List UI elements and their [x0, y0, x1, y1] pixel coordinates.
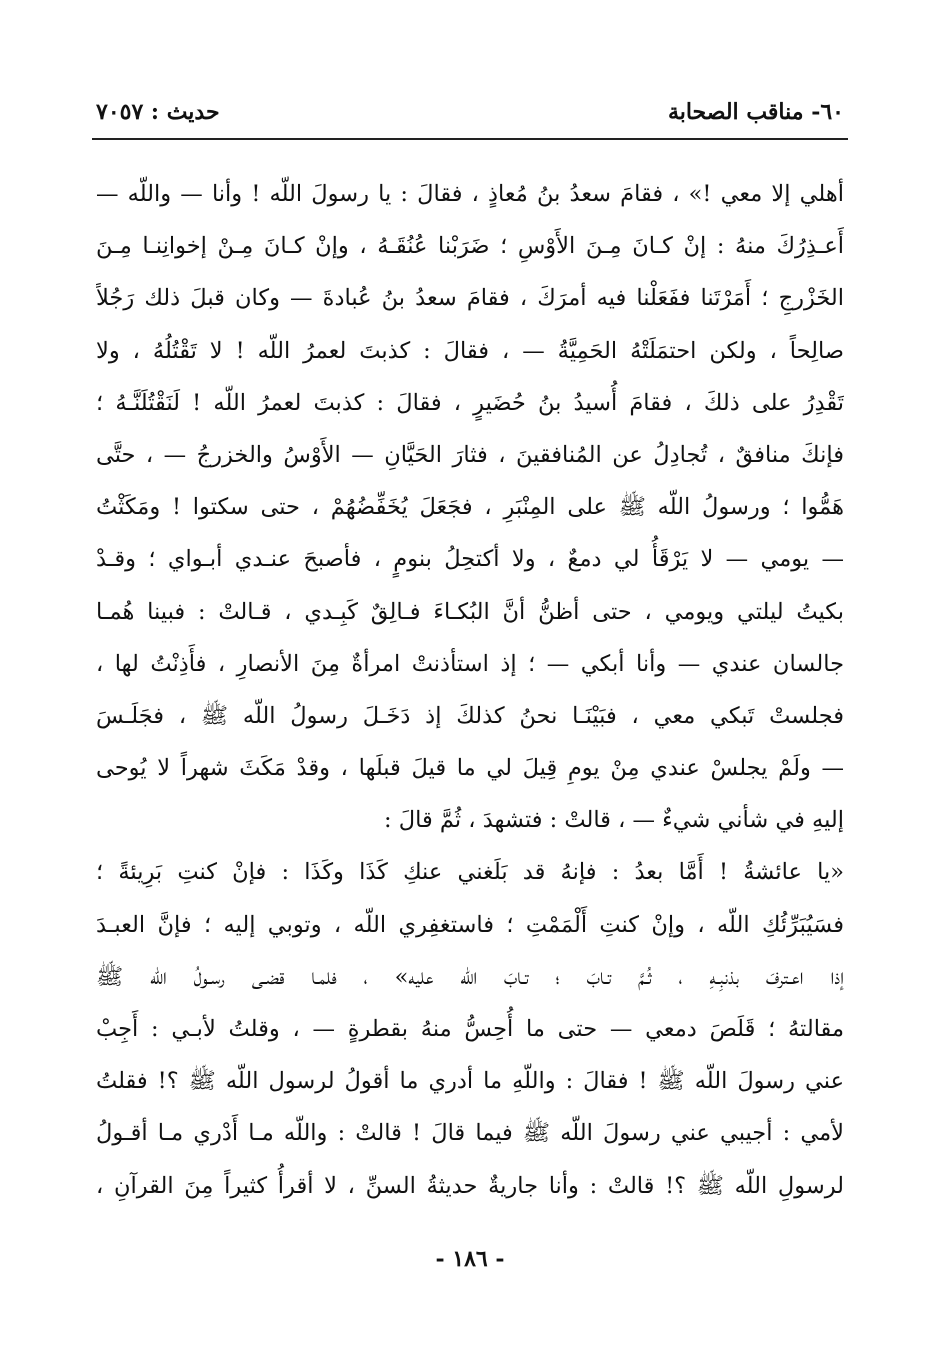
- text-line: أهلي إلا معي !» ، فقامَ سعدُ بنُ مُعاذٍ ، فقالَ : يا رسولَ اللّه ! وأنا — واللّه —: [96, 181, 844, 207]
- text-line: فإنكَ منافقٌ ، تُجادِلُ عن المُنافقينَ ، فثارَ الحَيَّانِ — الأَوْسُ والخزرجُ — ، حتَّى: [96, 441, 844, 468]
- page-header: [96, 92, 844, 132]
- text-line: مقالتهُ ؛ قَلَصَ دمعي — حتى ما أُحِسُّ منهُ بقطرةٍ — ، وقلتُ لأبـي : أَجِبْ: [96, 1016, 844, 1042]
- text-line: صالِحاً ، ولكن احتمَلَتْهُ الحَمِيَّةُ — ، فقالَ : كذبتَ لعمرُ اللّه ! لا تَقْتُلُهُ ، ولا: [96, 337, 844, 364]
- page-number: - ١٨٦ -: [435, 1246, 505, 1272]
- text-line: — يومي — لا يَرْقَأُ لي دمعٌ ، ولا أكتحِلُ بنومٍ ، فأصبحَ عنـدي أبـواي ؛ وقـدْ: [96, 546, 844, 573]
- text-line: فسَيُبَرِّئُكِ اللّه ، وإنْ كنتِ أَلْمَمْتِ ؛ فاستغفِري اللّه ، وتوبي إليه ؛ فإنَّ العبـدَ: [96, 911, 844, 938]
- page-footer: [0, 1246, 940, 1272]
- text-line: «يا عائشةُ ! أَمَّا بعدُ : فإنهُ قد بَلَغني عنكِ كَذَا وكَذَا : فإنْ كنتِ بَرِيئةً ؛: [96, 859, 844, 886]
- text-line: لأمي : أجيبي عني رسولَ اللّه ﷺ فيما قالَ ! قالتْ : واللّه مـا أَدْري مـا أقـولُ: [96, 1120, 844, 1147]
- text-line: فجلستْ تَبكي معي ، فبَيْنَـا نحنُ كذلكَ إذ دَخَـلَ رسولُ اللّه ﷺ ، فجَلَـسَ: [96, 702, 844, 729]
- text-line: إليهِ في شأني شيءٌ — ، قالتْ : فتشهدَ ، ثُمَّ قالَ :: [384, 807, 844, 834]
- text-line: إذا اعـترفَ بذنبِـهِ ، ثُـمَّ تـابَ ؛ تـابَ اللّه عليه» ، فلمـا قضـى رسـولُ اللّه ﷺ: [96, 963, 844, 990]
- text-line: أَعـذِرُكَ منهُ : إنْ كـانَ مِـنَ الأَوْسِ ؛ ضَرَبْنا عُنُقَـهُ ، وإنْ كـانَ مِـنْ إخوانِنـا مِـنَ: [96, 233, 844, 260]
- text-line: هَمُّوا ؛ ورسولُ اللّه ﷺ على المِنْبَرِ ، فجَعَلَ يُخَفِّضُهُمْ ، حتى سكتوا ! ومَكَثْتُ: [96, 494, 844, 521]
- text-line: جالسان عندي — وأنا أبكي — ؛ إذ استأذنتْ امرأةٌ مِنَ الأنصارِ ، فأَذِنْتُ لها ،: [96, 650, 844, 677]
- body-text: [96, 168, 844, 1212]
- text-line: بكيتُ ليلتي ويومي ، حتى أظنُّ أنَّ البُكـاءَ فـالِقٌ كَبِـدي ، قـالتْ : فبينا هُمـا: [96, 598, 844, 625]
- text-line: تَقْدِرُ على ذلكَ ، فقامَ أُسيدُ بنُ حُضَيرٍ ، فقالَ : كذبتَ لعمرُ اللّه ! لَنَقْتُلَنَّـهُ ؛: [96, 389, 844, 416]
- text-line: الخَزْرجِ ؛ أَمَرْتَنا ففَعَلْنا فيه أمرَكَ ، فقامَ سعدُ بنُ عُبادةَ — وكان قبلَ ذلك رَجُلاً: [96, 285, 844, 312]
- header-divider: [92, 138, 848, 140]
- text-line: عني رسولَ اللّه ﷺ ! فقالَ : واللّهِ ما أدري ما أقولُ لرسول اللّه ﷺ ؟! فقلتُ: [96, 1068, 844, 1095]
- hadith-number: حديث : ٧٠٥٧: [96, 99, 220, 125]
- text-line: لرسولِ اللّه ﷺ ؟! قالتْ : وأنا جاريةٌ حديثةُ السنِّ ، لا أقرأُ كثيراً مِنَ القرآنِ ،: [96, 1172, 844, 1199]
- text-line: — ولَمْ يجلسْ عندي مِنْ يومِ قِيلَ لي ما قيلَ قبلَها ، وقدْ مَكَثَ شهراً لا يُوحى: [96, 755, 844, 782]
- chapter-title: ٦٠- مناقب الصحابة: [667, 99, 844, 125]
